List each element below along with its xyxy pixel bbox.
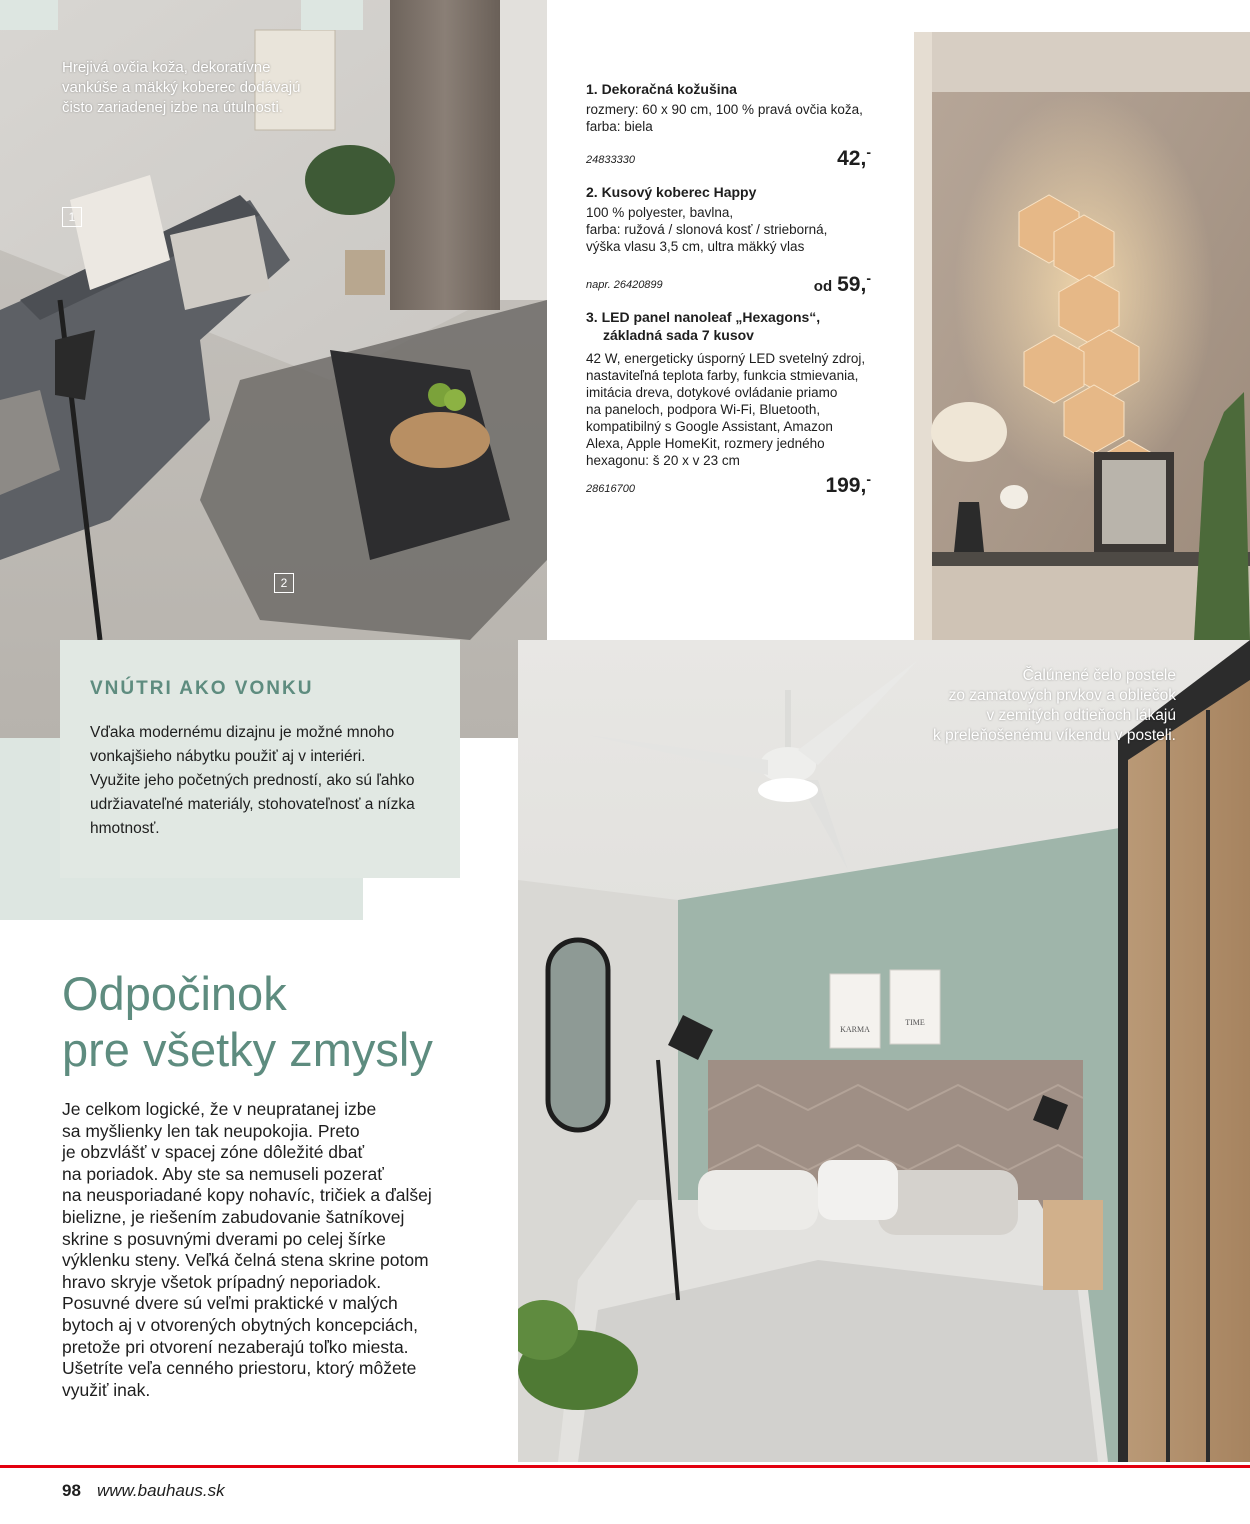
detail-line: 100 % polyester, bavlna, bbox=[586, 205, 734, 220]
product-price: od 59,- bbox=[813, 270, 871, 296]
detail-line: hexagonu: š 20 x v 23 cm bbox=[586, 453, 740, 468]
product-marker-1: 1 bbox=[62, 207, 82, 227]
body-line: Ušetríte veľa cenného priestoru, ktorý môžete bbox=[62, 1358, 417, 1379]
bedroom-photo bbox=[518, 640, 1250, 1462]
info-line: Využite jeho početných predností, ako sú ľahko bbox=[90, 772, 415, 789]
body-line: výklenku steny. Veľká čelná stena skrine potom bbox=[62, 1250, 429, 1271]
body-line: bytoch aj v otvorených obytných koncepciách, bbox=[62, 1314, 419, 1335]
caption-line: Hrejivá ovčia koža, dekoratívne bbox=[62, 59, 271, 76]
detail-line: imitácia dreva, dotykové ovládanie priamo bbox=[586, 385, 838, 400]
product-code: 24833330 bbox=[586, 154, 635, 166]
product-2 bbox=[586, 183, 871, 308]
body-line: sa myšlienky len tak neupokojia. Preto bbox=[62, 1120, 360, 1141]
detail-line: Alexa, Apple HomeKit, rozmery jedného bbox=[586, 436, 825, 451]
detail-line: farba: ružová / slonová kosť / strieborná, bbox=[586, 222, 828, 237]
info-line: udržiavateľné materiály, stohovateľnosť a nízka bbox=[90, 796, 415, 813]
product-details bbox=[586, 204, 871, 255]
detail-line: kompatibilný s Google Assistant, Amazon bbox=[586, 419, 833, 434]
product-code: napr. 26420899 bbox=[586, 279, 663, 291]
footer-url-link[interactable]: www.bauhaus.sk bbox=[97, 1481, 225, 1500]
product-details bbox=[586, 101, 871, 135]
product-1 bbox=[586, 80, 871, 183]
detail-line: výška vlasu 3,5 cm, ultra mäkký vlas bbox=[586, 239, 805, 254]
body-line: Je celkom logické, že v neupratanej izbe bbox=[62, 1099, 377, 1119]
body-line: využiť inak. bbox=[62, 1379, 151, 1400]
page-number: 98 bbox=[62, 1481, 81, 1500]
body-line: na neusporiadané kopy nohavíc, tričiek a ďalšej bbox=[62, 1185, 432, 1206]
product-price: 42,- bbox=[837, 144, 871, 170]
headline-line: Odpočinok bbox=[62, 967, 287, 1020]
sage-strip bbox=[0, 0, 58, 30]
body-line: hravo skryje všetok prípadný neporiadok. bbox=[62, 1271, 382, 1292]
title-line: základná sada 7 kusov bbox=[603, 327, 754, 343]
article-headline bbox=[62, 966, 502, 1078]
hexagon-wall-photo bbox=[914, 32, 1250, 640]
caption-line: Čalúnené čelo postele bbox=[1022, 667, 1176, 684]
poster-time-text: TIME bbox=[905, 1018, 925, 1027]
product-details bbox=[586, 350, 871, 469]
body-line: bielizne, je riešením zabudovanie šatníkovej bbox=[62, 1206, 405, 1227]
product-price: 199,- bbox=[825, 471, 871, 497]
caption-line: v zemitých odtieňoch lákajú bbox=[986, 707, 1176, 724]
caption-line: vankúše a mäkký koberec dodávajú bbox=[62, 79, 301, 96]
body-line: Posuvné dvere sú veľmi praktické v malých bbox=[62, 1293, 398, 1314]
product-marker-2: 2 bbox=[274, 573, 294, 593]
info-line: hmotnosť. bbox=[90, 820, 160, 837]
detail-line: rozmery: 60 x 90 cm, 100 % pravá ovčia koža, bbox=[586, 102, 863, 117]
body-line: je obzvlášť v spacej zóne dôležité dbať bbox=[62, 1142, 365, 1163]
sage-strip-right bbox=[301, 0, 363, 30]
detail-line: na paneloch, podpora Wi-Fi, Bluetooth, bbox=[586, 402, 821, 417]
caption-line: zo zamatových prvkov a obliečok bbox=[948, 687, 1176, 704]
info-box-text bbox=[90, 721, 450, 841]
info-line: Vďaka modernému dizajnu je možné mnoho bbox=[90, 724, 395, 741]
body-line: na poriadok. Aby ste sa nemuseli pozerať bbox=[62, 1163, 384, 1184]
headline-line: pre všetky zmysly bbox=[62, 1023, 433, 1076]
product-title: 2. Kusový koberec Happy bbox=[586, 184, 757, 200]
info-box-heading: VNÚTRI AKO VONKU bbox=[90, 678, 314, 699]
poster-karma-text: KARMA bbox=[840, 1025, 870, 1034]
article-body bbox=[62, 1099, 512, 1401]
bedroom-caption bbox=[900, 666, 1176, 746]
body-line: pretože pri otvorení nezaberajú toľko miesta. bbox=[62, 1336, 409, 1357]
detail-line: nastaviteľná teplota farby, funkcia stmievania, bbox=[586, 368, 859, 383]
product-list bbox=[586, 80, 871, 508]
product-3 bbox=[586, 308, 871, 508]
title-line: 3. LED panel nanoleaf „Hexagons“, bbox=[586, 309, 821, 325]
detail-line: 42 W, energeticky úsporný LED svetelný zdroj, bbox=[586, 351, 866, 366]
caption-line: k preleňošenému víkendu v posteli. bbox=[933, 727, 1176, 744]
footer-rule bbox=[0, 1465, 1250, 1468]
product-title: 1. Dekoračná kožušina bbox=[586, 81, 737, 97]
body-line: skrine s posuvnými dverami po celej šírke bbox=[62, 1228, 386, 1249]
caption-line: čisto zariadenej izbe na útulnosti. bbox=[62, 99, 283, 116]
detail-line: farba: biela bbox=[586, 119, 653, 134]
info-line: vonkajšieho nábytku použiť aj v interiéri. bbox=[90, 748, 366, 765]
product-code: 28616700 bbox=[586, 483, 635, 495]
living-room-caption bbox=[62, 58, 302, 118]
product-title bbox=[586, 308, 871, 344]
